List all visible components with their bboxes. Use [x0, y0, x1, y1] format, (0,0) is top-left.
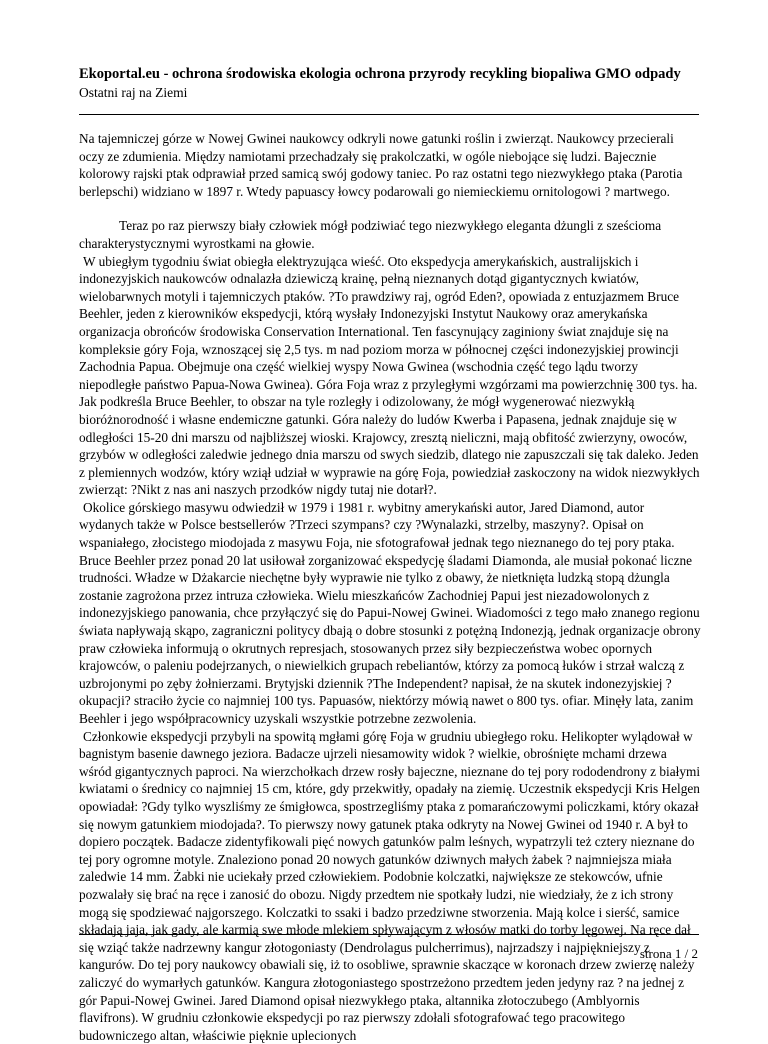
- site-title: Ekoportal.eu - ochrona środowiska ekologia ochrona przyrody recykling biopaliwa GMO odpady: [79, 66, 681, 82]
- article-paragraph-intro: Na tajemniczej górze w Nowej Gwinei naukowcy odkryli nowe gatunki roślin i zwierząt. Naukowcy przecierali oczy ze zdumienia. Między namiotami przechadzały się prakolczatki, w ogóle niebojące się ludzi. Bajecznie kolorowy rajski ptak odprawiał przed samicą swój godowy taniec. Po raz ostatni tego niezwykłego ptaka (Parotia berlepschi) widziano w 1897 r. Wtedy papuascy łowcy podarowali go niemieckiemu ornitologowi ? martwego.: [79, 131, 683, 199]
- article-body: [79, 130, 701, 1044]
- article-title: Ostatni raj na Ziemi: [79, 85, 188, 100]
- page-number: strona 1 / 2: [639, 946, 698, 961]
- article-paragraph: Członkowie ekspedycji przybyli na spowitą mgłami górę Foja w grudniu ubiegłego roku. Helikopter wylądował w bagnistym basenie dawnego jeziora. Badacze ujrzeli niesamowity widok ? wielkie, obrośnięte mchami drzewa wśród gigantycznych paproci. Na wierzchołkach drzew rosły bajeczne, nieznane do tej pory rododendrony z białymi kwiatami o średnicy co najmniej 15 cm, które, gdy przekwitły, opadały na ziemię. Uczestnik ekspedycji Kris Helgen opowiadał: ?Gdy tylko wyszliśmy ze śmigłowca, spostrzegliśmy ptaka z pomarańczowymi policzkami, który okazał się nowym gatunkiem miodojada?. To pierwszy nowy gatunek ptaka odkryty na Nowej Gwinei od 1940 r. A był to dopiero początek. Badacze zidentyfikowali pięć nowych gatunków palm leśnych, wypatrzyli też cztery nieznane do tej pory ogromne motyle. Znaleziono ponad 20 nowych gatunków dziwnych małych żabek ? najmniejsza miała zaledwie 14 mm. Żabki nie uciekały przed człowiekiem. Podobnie kolczatki, największe ze stekowców, ufnie pozwalały się brać na ręce i zanosić do obozu. Nigdy przedtem nie spotkały ludzi, nie wiedziały, że z ich strony mogą się spodziewać najgorszego. Kolczatki to ssaki i badzo przedziwne stworzenia. Mają kolce i sierść, samice składają jaja, jak gady, ale karmią swe młode mlekiem spływającym z włosów matki do torby lęgowej. Na ręce dał się wziąć także nadrzewny kangur złotogoniasty (Dendrolagus pulcherrimus), najrzadszy i najpiękniejszy z kangurów. Do tej pory naukowcy obawiali się, iż to osobliwe, sprawnie skaczące w koronach drzew zwierzę należy zaliczyć do wymarłych gatunków. Kangura złotogoniastego spostrzeżono przedtem jeden jedyny raz ? na jednej z gór Papui-Nowej Gwinei. Jared Diamond opisał niezwykłego ptaka, altannika złotoczubego (Amblyornis flavifrons). W grudniu członkowie ekspedycji po raz pierwszy zdołali sfotografować tego pracowitego budowniczego altan, właściwie pięknie uplecionych: [79, 728, 701, 1043]
- footer-divider: [79, 934, 699, 935]
- article-paragraph: Okolice górskiego masywu odwiedził w 1979 i 1981 r. wybitny amerykański autor, Jared Diamond, autor wydanych także w Polsce bestsellerów ?Trzeci szympans? czy ?Wynalazki, strzelby, maszyny?. Opisał on wspaniałego, złocistego miodojada z masywu Foja, nie sfotografował jednak tego nieznanego do tej pory ptaka. Bruce Beehler przez ponad 20 lat usiłował zorganizować ekspedycję śladami Diamonda, ale musiał pokonać liczne trudności. Władze w Dżakarcie niechętne były wyprawie nie tylko z obawy, że nietknięta ludzką stopą dżungla zostanie zagrożona przez intruza człowieka. Wielu mieszkańców Zachodniej Papui jest niezadowolonych z indonezyjskiego panowania, chce przyłączyć się do Papui-Nowej Gwinei. Wiadomości z tego mało znanego regionu świata napływają skąpo, zagraniczni politycy dbają o dobre stosunki z potężną Indonezją, jednak organizacje obrony praw człowieka informują o okrutnych represjach, stosowanych przez siły bezpieczeństwa wobec opornych krajowców, o paleniu podejrzanych, o niewielkich grupach rebeliantów, którzy za pomocą łuków i strzał walczą z uzbrojonymi po zęby żołnierzami. Brytyjski dziennik ?The Independent? napisał, że na skutek indonezyjskiej ?okupacji? straciło życie co najmniej 100 tys. Papuasów, niektórzy mówią nawet o 800 tys. ofiar. Minęły lata, zanim Beehler i jego współpracownicy uzyskali wszystkie potrzebne zezwolenia.: [79, 499, 701, 726]
- header-divider: [79, 114, 699, 115]
- page-header: [79, 66, 699, 101]
- article-paragraph: W ubiegłym tygodniu świat obiegła elektryzująca wieść. Oto ekspedycja amerykańskich, australijskich i indonezyjskich naukowców odnalazła dziewiczą krainę, pełną nieznanych dotąd gigantycznych kwiatów, wielobarwnych motyli i tajemniczych ptaków. ?To prawdziwy raj, ogród Eden?, opowiada z entuzjazmem Bruce Beehler, jeden z kierowników ekspedycji, którą wysłały Indonezyjski Instytut Naukowy oraz amerykańska organizacja obrońców środowiska Conservation International. Ten fascynujący zaginiony świat znajduje się na kompleksie góry Foja, wznoszącej się 2,5 tys. m nad poziom morza w północnej części indonezyjskiej prowincji Zachodnia Papua. Obejmuje ona część wielkiej wyspy Nowa Gwinea (wschodnia część tego lądu tworzy niepodległe państwo Papua-Nowa Gwinea). Góra Foja wraz z przyległymi wzgórzami ma powierzchnię 300 tys. ha. Jak podkreśla Bruce Beehler, to obszar na tyle rozległy i odizolowany, że mógł wygenerować niezwykłą bioróżnorodność i własne endemiczne gatunki. Góra należy do ludów Kwerba i Papasena, jednak znajduje się w odległości 15-20 dni marszu od najbliższej wioski. Krajowcy, zresztą nieliczni, mają obfitość zwierzyny, owoców, grzybów w odległości zaledwie jednego dnia marszu od swych siedzib, dlatego nie zapuszczali się tak daleko. Jeden z plemiennych wodzów, który wziął udział w wyprawie na górę Foja, powiedział zaskoczony na widok niezwykłych zwierząt: ?Nikt z nas ani naszych przodków nigdy tutaj nie dotarł?.: [79, 253, 700, 498]
- article-paragraph: Teraz po raz pierwszy biały człowiek mógł podziwiać tego niezwykłego eleganta dżungli z sześcioma charakterystycznymi wyrostkami na głowie.: [79, 218, 662, 251]
